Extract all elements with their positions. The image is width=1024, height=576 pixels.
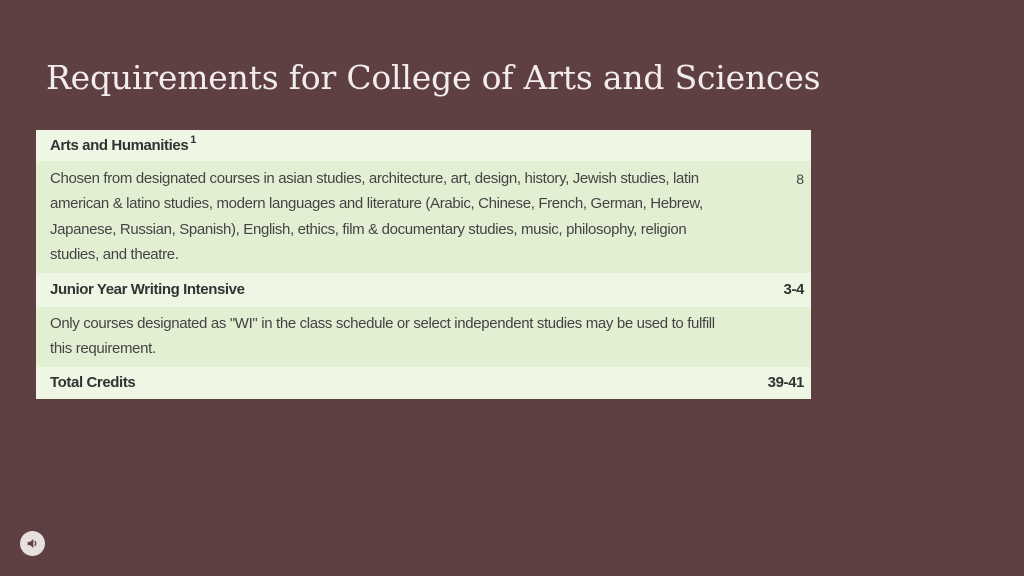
footnote-marker: 1 [190,134,196,146]
total-credits-label: Total Credits [50,374,136,391]
writing-intensive-credits: 3-4 [783,281,804,298]
table-row-writing-intensive-header [36,273,811,307]
table-row-total-credits [36,367,811,399]
arts-humanities-description: Chosen from designated courses in asian studies, architecture, art, design, history, Jewish studies, latin american & latino studies, modern languages and literature (Arabic, Chinese, French, German, Hebrew, Japanese, Russian, Spanish), English, ethics, film & documentary studies, music, philosophy, religion studies, and theatre. [50,170,703,263]
arts-humanities-label [50,135,196,154]
writing-intensive-description: Only courses designated as "WI" in the class schedule or select independent studies may be used to fulfill this requirement. [50,315,715,358]
arts-humanities-label-text: Arts and Humanities [50,137,189,154]
table-row-writing-intensive-description [36,307,811,367]
speaker-icon [26,537,39,550]
table-row-arts-humanities-description [36,161,811,273]
arts-humanities-credits: 8 [796,171,804,187]
writing-intensive-label: Junior Year Writing Intensive [50,281,245,298]
slide-title: Requirements for College of Arts and Sciences [46,58,821,97]
requirements-table [36,130,811,399]
table-row-arts-humanities-header [36,130,811,161]
audio-button[interactable] [20,531,45,556]
total-credits-value: 39-41 [767,374,804,391]
